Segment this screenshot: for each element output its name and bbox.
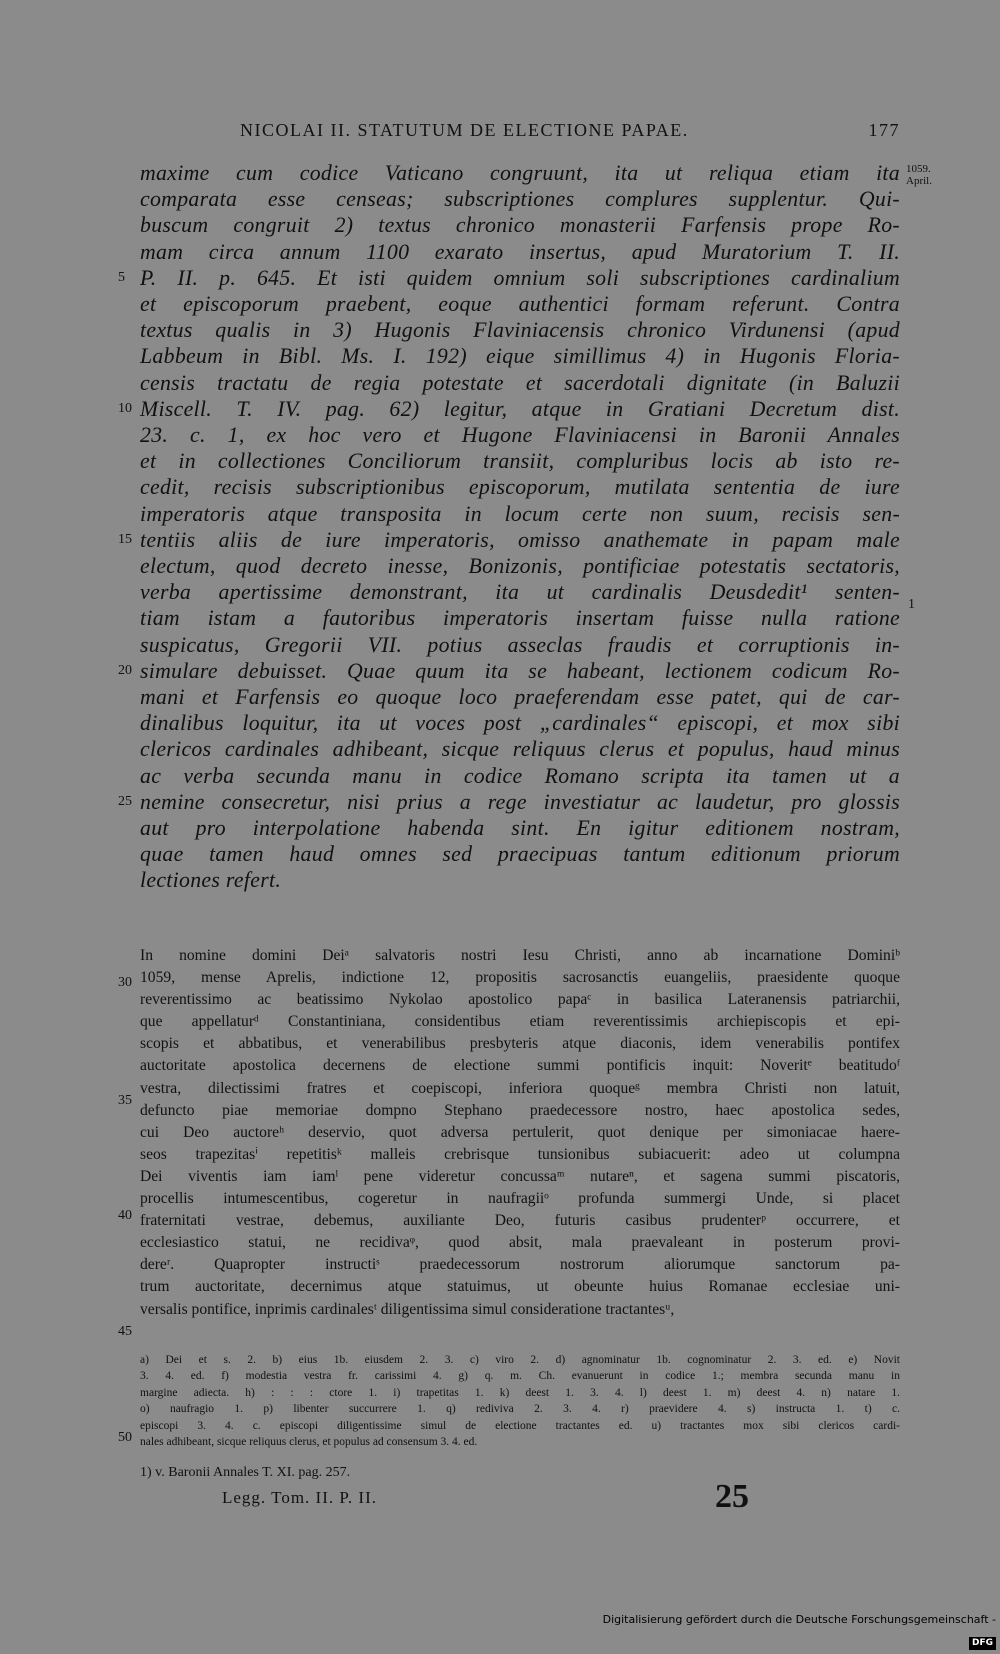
note-line: 3. 4. ed. f) modestia vestra fr. carissimi 4. g) q. m. Ch. evanuerunt in codice 1.; membra secunda manu in (140, 1370, 900, 1383)
intro-line: verba apertissime demonstrant, ita ut cardinalis Deusdedit¹ senten- (140, 580, 900, 605)
decree-line: defuncto piae memoriae dompno Stephano praedecessore nostro, haec apostolica sedes, (140, 1101, 900, 1119)
page-number: 177 (868, 120, 900, 140)
decree-line: trum auctoritate, decernimus atque statuimus, ut obeunte huius Romanae ecclesiae uni- (140, 1278, 900, 1296)
intro-line: mam circa annum 1100 exarato insertus, apud Muratorium T. II. (140, 239, 900, 264)
decree-line: Dei viventis iam iamˡ pene videretur concussaᵐ nutareⁿ, et sagena summi piscatoris, (140, 1167, 900, 1185)
intro-line: quae tamen haud omnes sed praecipuas tantum editionum priorum (140, 842, 900, 867)
decree-text (140, 945, 900, 1321)
intro-line: censis tractatu de regia potestate et sacerdotali dignitate (in Baluzii (140, 370, 900, 395)
decree-line: cui Deo auctoreʰ deservio, quot adversa pertulerit, quot denique per simoniacae haere- (140, 1123, 900, 1141)
intro-line: dinalibus loquitur, ita ut voces post „cardinales“ episcopi, et mox sibi (140, 711, 900, 736)
decree-line: fraternitati vestrae, debemus, auxiliante Deo, futuris casibus prudenterᵖ occurrere, et (140, 1212, 900, 1230)
intro-line: cedit, recisis subscriptionibus episcoporum, mutilata sententia de iure (140, 475, 900, 500)
intro-line: nemine consecretur, nisi prius a rege investiatur ac laudetur, pro glossis (140, 789, 900, 814)
line-number: 25 (118, 794, 132, 809)
line-number: 10 (118, 401, 132, 416)
line-number: 50 (118, 1430, 132, 1445)
decree-line: versalis pontifice, inprimis cardinalesᵗ diligentissima simul consideratione tractantesᵘ, (140, 1300, 675, 1318)
header-title: NICOLAI II. STATUTUM DE ELECTIONE PAPAE. (240, 120, 689, 140)
decree-line: 1059, mense Aprelis, indictione 12, propositis sacrosanctis euangeliis, praesidente quoque (140, 969, 900, 987)
intro-line: P. II. p. 645. Et isti quidem omnium soli subscriptiones cardinalium (140, 265, 900, 290)
critical-apparatus (140, 1352, 900, 1450)
introductory-text (140, 160, 900, 894)
line-number: 35 (118, 1093, 132, 1108)
line-number: 30 (118, 975, 132, 990)
signature-number: 25 (715, 1478, 749, 1515)
decree-line: auctoritate apostolica decernens de electione summi pontificis inquit: Noveritᵉ beatitudoᶠ (140, 1057, 900, 1075)
intro-line: imperatoris atque transposita in locum certe non suum, recisis sen- (140, 501, 900, 526)
dfg-logo-icon: DFG (969, 1637, 996, 1650)
intro-line: tentiis aliis de iure imperatoris, omisso anathemate in papam male (140, 527, 900, 552)
line-number: 5 (118, 270, 125, 285)
footnote: 1) v. Baronii Annales T. XI. pag. 257. (140, 1465, 351, 1480)
decree-line: reverentissimo ac beatissimo Nykolao apostolico papaᶜ in basilica Lateranensis patriarchii, (140, 991, 900, 1009)
decree-line: vestra, dilectissimi fratres et coepiscopi, inferiora quoqueᵍ membra Christi non latuit, (140, 1079, 900, 1097)
margin-year: 1059. (906, 163, 931, 175)
margin-date (906, 163, 932, 187)
intro-line: lectiones refert. (140, 868, 282, 893)
intro-line: suspicatus, Gregorii VII. potius asseclas fraudis et corruptionis in- (140, 632, 900, 657)
credit-text: Digitalisierung gefördert durch die Deutsche Forschungsgemeinschaft - (602, 1613, 996, 1626)
intro-line: et episcoporum praebent, eoque authentici formam referunt. Contra (140, 292, 900, 317)
intro-line: Miscell. T. IV. pag. 62) legitur, atque in Gratiani Decretum dist. (140, 396, 900, 421)
volume-signature: Legg. Tom. II. P. II. (222, 1488, 378, 1507)
intro-line: simulare debuisset. Quae quum ita se habeant, lectionem codicum Ro- (140, 658, 900, 683)
margin-month: April. (906, 175, 932, 187)
intro-line: textus qualis in 3) Hugonis Flaviniacensis chronico Virdunensi (apud (140, 318, 900, 343)
intro-line: et in collectiones Conciliorum transiit, compluribus locis ab isto re- (140, 449, 900, 474)
digitization-credit (600, 1608, 1000, 1648)
decree-line: ecclesiastico statui, ne recidivaᵠ, quod absit, mala praevaleant in posterum provi- (140, 1234, 900, 1252)
decree-line: seos trapezitasⁱ repetitisᵏ malleis crebrisque tunsionibus subiacuerit: adeo ut columpna (140, 1145, 900, 1163)
decree-line: In nomine domini Deiᵃ salvatoris nostri Iesu Christi, anno ab incarnatione Dominiᵇ (140, 947, 900, 964)
intro-line: aut pro interpolatione habenda sint. En igitur editionem nostram, (140, 816, 900, 841)
decree-line: que appellaturᵈ Constantiniana, considentibus etiam reverentissimis archiepiscopis et epi- (140, 1013, 900, 1031)
decree-line: procellis intumescentibus, cogeretur in naufragiiᵒ profunda summergi Unde, si placet (140, 1190, 900, 1208)
decree-line: dereʳ. Quapropter instructiˢ praedecessorum nostrorum aliorumque sanctorum pa- (140, 1256, 900, 1274)
note-line: margine adiecta. h) : : : ctore 1. i) trapetitas 1. k) deest 1. 3. 4. l) deest 1. m) deest 4. n) natare 1. (140, 1386, 900, 1399)
intro-line: maxime cum codice Vaticano congruunt, ita ut reliqua etiam ita (140, 161, 900, 185)
line-number: 45 (118, 1324, 132, 1339)
line-number: 15 (118, 532, 132, 547)
note-line: nales adhibeant, sicque reliquus clerus, et populus ad consensum 3. 4. ed. (140, 1436, 478, 1449)
intro-line: clericos cardinales adhibeant, sicque reliquus clerus et populus, haud minus (140, 737, 900, 762)
margin-note-ref: 1 (908, 597, 915, 612)
intro-line: mani et Farfensis eo quoque loco praeferendam esse patet, qui de car- (140, 685, 900, 710)
intro-line: electum, quod decreto inesse, Bonizonis, pontificiae potestatis sectatoris, (140, 554, 900, 579)
intro-line: tiam istam a fautoribus imperatoris insertam fuisse nulla ratione (140, 606, 900, 631)
intro-line: Labbeum in Bibl. Ms. I. 192) eique simillimus 4) in Hugonis Floria- (140, 344, 900, 369)
line-number: 20 (118, 663, 132, 678)
intro-line: buscum congruit 2) textus chronico monasterii Farfensis prope Ro- (140, 213, 900, 238)
decree-line: scopis et abbatibus, et venerabilibus presbyteris atque diaconis, idem venerabilis pontifex (140, 1035, 900, 1053)
line-number: 40 (118, 1208, 132, 1223)
intro-line: ac verba secunda manu in codice Romano scripta ita tamen ut a (140, 763, 900, 788)
intro-line: 23. c. 1, ex hoc vero et Hugone Flaviniacensi in Baronii Annales (140, 423, 900, 448)
note-line: a) Dei et s. 2. b) eius 1b. eiusdem 2. 3. c) viro 2. d) agnominatur 1b. cognominatur 2. 3. ed. e) Novit (140, 1354, 900, 1366)
note-line: episcopi 3. 4. c. episcopi diligentissime simul de electione tractantes ed. u) tractantes mox sibi clericos cardi- (140, 1419, 900, 1432)
intro-line: comparata esse censeas; subscriptiones complures supplentur. Qui- (140, 187, 900, 212)
note-line: o) naufragio 1. p) libenter succurrere 1. q) rediviva 2. 3. 4. r) praevidere 4. s) instructa 1. t) c. (140, 1403, 900, 1416)
